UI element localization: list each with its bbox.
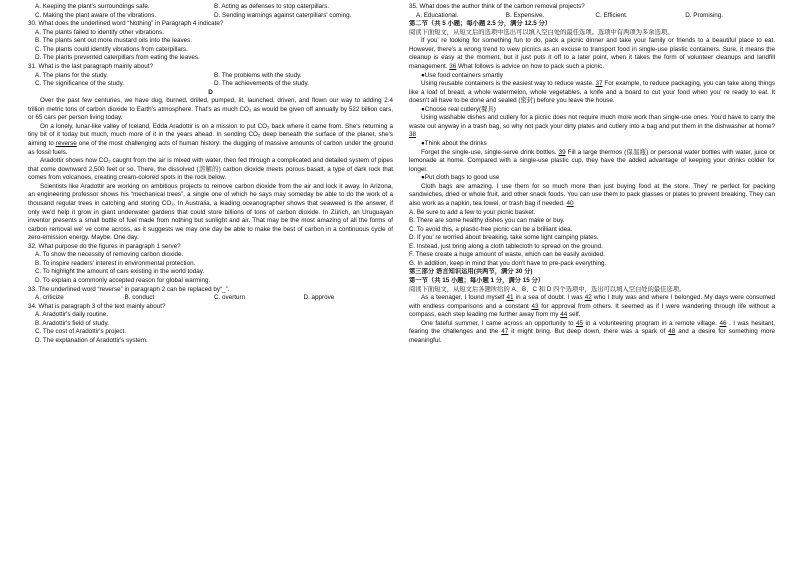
- blank-37[interactable]: 37: [595, 80, 603, 88]
- heading-cloth-bags: ●Put cloth bags to good use: [421, 174, 500, 182]
- q32-option-c[interactable]: C. To highlight the amount of cars existing in the world today.: [35, 268, 205, 276]
- section-2-instructions: 阅读下面短文，从短文后的选项中选出可以填入空白处的最佳选项。选项中有两项为多余选项。: [409, 28, 674, 36]
- picnic-p5-text-a: Cloth bags are amazing. I use them for so much more than just buying food at the store. They' re perfect for packing sandwiches, dried or whole fruit, and other snack foods. You can use them to pack glasses or plates to prevent breaking. They can also work as a napkin, tea towel, or trash bag if needed.: [409, 182, 775, 207]
- option-b[interactable]: B. There are some healthy dishes you can make or buy.: [409, 217, 565, 225]
- option-g[interactable]: G. In addition, keep in mind that you don't have to pre-pack everything.: [409, 259, 607, 267]
- q31-option-c[interactable]: C. The significance of the study.: [35, 80, 125, 88]
- q33-option-b[interactable]: B. conduct: [124, 294, 155, 302]
- q34-option-b[interactable]: B. Aradottir's field of study.: [35, 319, 109, 327]
- part-3-title: 第三部分 语言知识运用(共两节，满分 30 分): [409, 268, 533, 276]
- q30-option-b[interactable]: B. The plants sent out more mustard oils into the leaves.: [35, 37, 193, 45]
- q34-option-a[interactable]: A. Aradottir's daily routine.: [35, 311, 108, 319]
- q33-option-a[interactable]: A. criticize: [35, 294, 64, 302]
- underlined-word-reverse: reverse: [55, 140, 77, 147]
- cloze2-text-3: . I was hesitant, fearing the challenges and the: [409, 319, 776, 336]
- q29-option-b[interactable]: B. Acting as defenses to stop caterpillars.: [214, 3, 330, 10]
- blank-41[interactable]: 41: [506, 294, 514, 302]
- q29-option-a[interactable]: A. Keeping the plant's surroundings safe.: [35, 3, 150, 10]
- q31-option-a[interactable]: A. The plans for the study.: [35, 71, 108, 79]
- option-e[interactable]: E. Instead, just bring along a cloth tablecloth to spread on the ground.: [409, 242, 603, 250]
- picnic-p4-text-a: Forget the single-use, single-serve drink bottles.: [421, 148, 557, 156]
- q29-options-row1: [28, 3, 393, 12]
- q31-options-row2: [28, 80, 393, 89]
- q35-option-a[interactable]: A. Educational.: [416, 11, 459, 19]
- blank-48[interactable]: 48: [668, 328, 676, 336]
- cloze-paragraph-1: [409, 294, 775, 320]
- right-column: [409, 3, 775, 346]
- q33-options-row: [28, 294, 393, 303]
- q29-options-row2: [28, 12, 393, 21]
- cloze-text-4: for approval from others. It seemed as if I were wandering through life without a compass, each step leading me further away from my: [409, 302, 776, 319]
- cloze-text-3: who I truly was and where I belonged. My days were consumed with endless comparisons and a constant: [409, 294, 776, 310]
- cloze2-text-2: in a volunteering program in a remote village.: [585, 319, 717, 327]
- left-column: [28, 3, 393, 346]
- q35-stem: 35. What does the author think of the carbon removal projects?: [409, 3, 585, 10]
- blank-47[interactable]: 47: [501, 328, 509, 336]
- q34-option-d[interactable]: D. The explanation of Aradottir's system.: [35, 336, 148, 344]
- option-f[interactable]: F. These create a huge amount of waste, which can be easily avoided.: [409, 251, 605, 259]
- q30-option-d[interactable]: D. The plants prevented caterpillars from eating the leaves.: [35, 54, 200, 62]
- blank-45[interactable]: 45: [575, 319, 583, 327]
- picnic-paragraph-5: [409, 183, 775, 209]
- q34-option-c[interactable]: C. The cost of Aradottir's project.: [35, 328, 127, 336]
- blank-46[interactable]: 46: [719, 319, 727, 327]
- blank-38[interactable]: 38: [409, 131, 417, 139]
- cloze2-text-5: and a desire for something more meaningful.: [409, 328, 776, 344]
- q32-option-a[interactable]: A. To show the necessity of removing carbon dioxide.: [35, 251, 184, 259]
- q31-stem: 31. What is the last paragraph mainly about?: [28, 62, 153, 70]
- q31-option-d[interactable]: D. The achievements of the study.: [214, 80, 309, 88]
- q30-option-a[interactable]: A. The plants failed to identify other vibrations.: [35, 28, 165, 36]
- heading-drinks: ●Think about the drinks: [421, 140, 487, 147]
- heading-real-cutlery: ●Choose real cutlery(餐具): [421, 105, 496, 113]
- q32-option-d[interactable]: D. To explain a commonly accepted reason for global warming.: [35, 277, 211, 284]
- q35-options-row: [409, 12, 775, 21]
- blank-44[interactable]: 44: [560, 311, 568, 319]
- passage-d-paragraph-4: Scientists like Aradottir are working on ambitious projects to remove carbon dioxide from the air and lock it away. In Arizona, an engineering professor shows his “mechanical trees”, a single one of which he says may someday be able to do the work of a thousand regular trees in catching and storing CO₂. In Australia, a leading oceanographer shows that seaweed is the answer, if only we'd help it grow in giant underwater gardens that could store billions of tons of carbon dioxide. In Zürich, an Uruguayan inventor presents a small bottle of fuel made from nothing but sunlight and air. That may be the most amazing of all the forms of carbon removal we' ve come across, as it suggests we may one day be able to make the best of carbon in a continuous cycle of zero-emission energy. Maybe. One day.: [28, 182, 393, 242]
- cloze-paragraph-2: [409, 320, 775, 346]
- q35-option-c[interactable]: C. Efficient.: [595, 11, 628, 19]
- q33-option-d[interactable]: D. approve: [303, 294, 335, 302]
- cloze2-text-1: One fateful summer, I came across an opportunity to: [421, 319, 574, 327]
- passage-d-heading: D: [208, 88, 213, 96]
- picnic-p1-text-a: If you' re looking for something fun to do, pack a picnic dinner and take your family or friends to a beautiful place to eat. However, there's a wrong trend to view picnics as an excuse to transport food in single-use plastic containers. Sure, it means the cleanup is easy at the moment, but it just puts it off to a later point, when it takes the form of volunteer cleanups and landfill management.: [409, 37, 775, 70]
- q30-option-c[interactable]: C. The plants could identify vibrations from caterpillars.: [35, 45, 188, 53]
- q35-option-d[interactable]: D. Promising.: [685, 11, 724, 19]
- option-c[interactable]: C. To avoid this, a plastic-free picnic can be a brilliant idea.: [409, 225, 573, 233]
- q31-options-row1: [28, 72, 393, 81]
- cloze2-text-4: it might bring. But deep down, there was a spark of: [511, 328, 666, 336]
- part-3-section-1-title: 第一节（共 15 小题；每小题 1 分，满分 15 分）: [409, 277, 545, 284]
- passage-d-paragraph-2: [28, 123, 393, 157]
- q30-stem: 30. What does the underlined word “Nothing” in Paragraph 4 indicate?: [28, 20, 224, 28]
- q33-stem: 33. The underlined word “reverse” in paragraph 2 can be replaced by“_”.: [28, 285, 230, 293]
- passage-d-paragraph-3: Aradottir shows how CO₂ caught from the air is mixed with water, then fed through a complicated and detailed system of pipes that come downward 2,500 feet or so. There, the dissolved (溶解的) carbon dioxide meets porous basalt, a type of dark rock that comes from volcanoes, creating cream-colored spots in the rock below.: [28, 157, 393, 182]
- para2-text-a: On a lonely, lunar-like valley of Iceland, Edda Aradottir is on a mission to put CO₂ back where it came from. She's returning a tiny bit of it today but much, much more of it in the years ahead. In sending CO₂ deep beneath the surface of the planet, she's aiming to: [28, 122, 393, 147]
- blank-40[interactable]: 40: [566, 199, 574, 207]
- cloze-text-2: in a sea of doubt. I was: [515, 294, 583, 302]
- part-3-instructions: 阅读下面短文，从短文后各题所给的 A、B、C 和 D 四个选项中，选出可以填入空白处的最佳选项。: [409, 285, 686, 293]
- blank-39[interactable]: 39: [558, 148, 566, 156]
- picnic-p2-text-b: For example, to reduce packaging, you can take along things like a loaf of bread, a whole watermelon, whole vegetables, a knife and a board to cut your food when you' re ready to eat. It doesn't all have to be done and sealed (密封) before you leave the house.: [409, 80, 775, 105]
- blank-42[interactable]: 42: [584, 294, 592, 302]
- picnic-p1-text-b: What follows is advice on how to pack such a picnic.: [458, 62, 604, 70]
- cloze-text-5: self.: [568, 311, 581, 319]
- q33-option-c[interactable]: C. overturn: [214, 294, 246, 302]
- picnic-p3-text-a: Using washable dishes and cutlery for a picnic does not require much more work than single-use ones. You'd have to carry the waste out anyway in a trash bag, so why not pack your dirty plates and cutlery into a bag and put them in the dishwasher at home?: [409, 114, 775, 130]
- q31-option-b[interactable]: B. The problems with the study.: [214, 71, 302, 79]
- q29-option-c[interactable]: C. Making the plant aware of the vibrations.: [35, 11, 157, 19]
- q34-stem: 34. What is paragraph 3 of the text mainly about?: [28, 302, 166, 310]
- picnic-p2-text-a: Using reusable containers is the easiest way to reduce waste.: [421, 80, 594, 88]
- cloze-text-1: As a teenager, I found myself: [421, 294, 505, 302]
- blank-43[interactable]: 43: [531, 302, 539, 310]
- q29-option-d[interactable]: D. Sending warnings against caterpillars' coming.: [214, 11, 352, 19]
- para2-text-b: one of the most challenging acts of human history: the dugging of massive amounts of carbon under the ground as fossil fuels.: [28, 140, 393, 156]
- section-2-title: 第二节（共 5 小题；每小题 2.5 分，满分 12.5 分）: [409, 20, 552, 28]
- blank-36[interactable]: 36: [449, 62, 457, 70]
- passage-d-paragraph-1: Over the past few centuries, we have dug, burned, drilled, pumped, lit, launched, driven, and flown our way to adding 2.4 trillion metric tons of carbon dioxide to Earth's atmosphere. That's as much CO₂ as would be given off annually by 522 billion cars, or 65 cars per person living today.: [28, 97, 393, 122]
- q35-option-b[interactable]: B. Expensive.: [505, 11, 545, 19]
- picnic-paragraph-4: [409, 149, 775, 175]
- q32-option-b[interactable]: B. To inspire readers' interest in environmental protection.: [35, 259, 196, 267]
- option-d[interactable]: D. If you' re worried about breaking, take some light camping plates.: [409, 234, 599, 242]
- heading-food-containers: ●Use food containers smartly: [421, 71, 503, 79]
- q32-stem: 32. What purpose do the figures in paragraph 1 serve?: [28, 242, 181, 250]
- picnic-paragraph-1: [409, 37, 775, 71]
- picnic-p4-text-b: Fill a large thermos (保温瓶) or personal water bottles with water, juice or lemonade at home. Compared with a single-use plastic cup, they have the added advantage of keeping your drinks colder for longer.: [409, 148, 775, 173]
- picnic-paragraph-2: [409, 80, 775, 106]
- picnic-paragraph-3: [409, 114, 775, 140]
- option-a[interactable]: A. Be sure to add a few to your picnic basket.: [409, 208, 536, 216]
